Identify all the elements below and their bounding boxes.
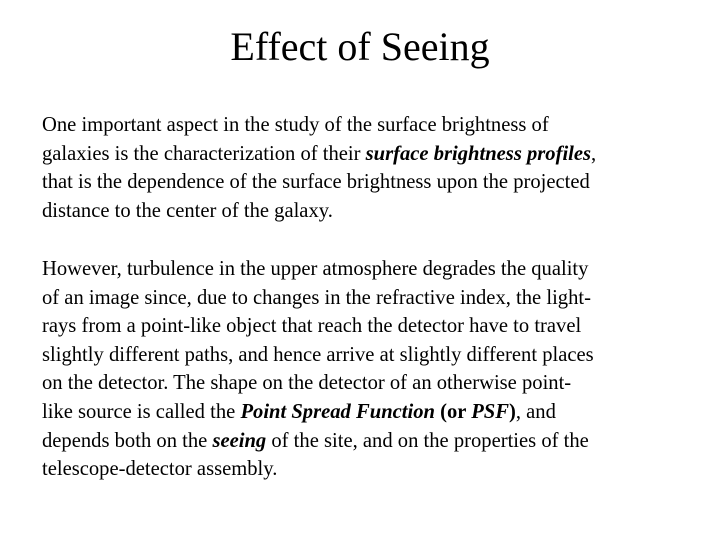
paragraph-turbulence xyxy=(42,255,692,484)
slide-title: Effect of Seeing xyxy=(230,24,490,69)
paragraph2-line6 xyxy=(42,398,692,427)
paragraph2-line4: slightly different paths, and hence arrive at slightly different places xyxy=(42,343,594,366)
paragraph2-line7-text: depends both on the xyxy=(42,429,213,452)
paragraph2-line1: However, turbulence in the upper atmosphere degrades the quality xyxy=(42,258,589,280)
paragraph2-line6-tail: , and xyxy=(515,400,556,423)
paragraph-surface-brightness xyxy=(42,111,692,225)
paragraph2-line7 xyxy=(42,427,692,456)
term-seeing: seeing xyxy=(212,429,267,452)
paragraph1-line2-text: galaxies is the characterization of their xyxy=(42,142,366,165)
paragraph2-line7-tail: of the site, and on the properties of the xyxy=(266,429,589,452)
term-psf: PSF xyxy=(471,400,509,423)
paren-open: (or xyxy=(434,400,472,423)
paragraph1-line3: that is the dependence of the surface brightness upon the projected xyxy=(42,171,590,194)
paragraph2-line8: telescope-detector assembly. xyxy=(42,458,278,481)
paren-close: ) xyxy=(509,400,516,423)
term-surface-brightness-profiles: surface brightness profiles xyxy=(365,142,592,165)
paragraph2-line5: on the detector. The shape on the detector of an otherwise point- xyxy=(42,372,572,395)
paragraph1-line2-comma: , xyxy=(591,142,597,165)
paragraph1-line2 xyxy=(42,140,692,169)
paragraph2-line2: of an image since, due to changes in the refractive index, the light- xyxy=(42,286,591,309)
paragraph1-line4: distance to the center of the galaxy. xyxy=(42,199,333,222)
paragraph2-line3: rays from a point-like object that reach the detector have to travel xyxy=(42,315,582,338)
term-point-spread-function: Point Spread Function xyxy=(240,400,435,423)
paragraph1-line1: One important aspect in the study of the surface brightness of xyxy=(42,114,549,136)
paragraph2-line6-text: like source is called the xyxy=(42,400,241,423)
